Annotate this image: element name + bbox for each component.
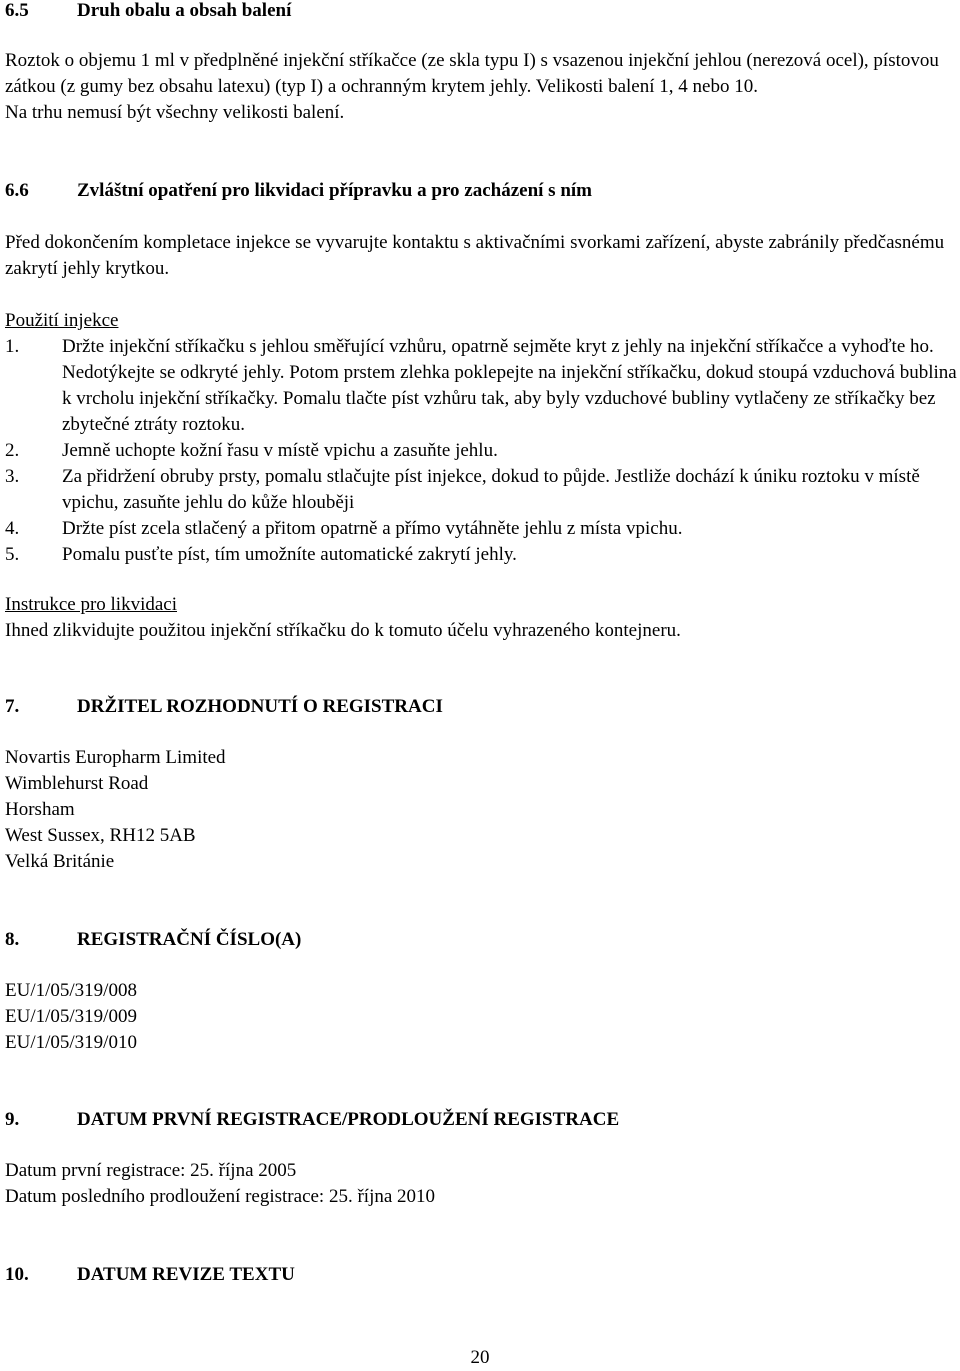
list-item	[5, 464, 960, 516]
handling-precaution: Před dokončením kompletace injekce se vyvarujte kontaktu s aktivačními svorkami zařízení, abyste zabránily předčasnému zakrytí jehly krytkou.	[5, 232, 945, 279]
section-8-heading	[5, 927, 960, 953]
registration-number: EU/1/05/319/010	[5, 1032, 137, 1053]
step-text: Za přidržení obruby prsty, pomalu stlačujte píst injekce, dokud to půjde. Jestliže dochází k úniku roztoku v místě vpichu, zasuňte jehlu do kůže hlouběji	[62, 466, 920, 513]
section-title: DATUM PRVNÍ REGISTRACE/PRODLOUŽENÍ REGISTRACE	[77, 1109, 620, 1130]
page-number: 20	[470, 1347, 490, 1368]
section-number: 6.6	[5, 180, 29, 201]
step-number: 2.	[5, 440, 20, 461]
renewal-date: Datum posledního prodloužení registrace: 25. října 2010	[5, 1186, 436, 1207]
section-9-heading	[5, 1107, 960, 1133]
step-text: Držte píst zcela stlačený a přitom opatrně a přímo vytáhněte jehlu z místa vpichu.	[62, 518, 683, 539]
step-number: 4.	[5, 518, 20, 539]
section-number: 9.	[5, 1109, 20, 1130]
step-number: 5.	[5, 544, 20, 565]
registration-number: EU/1/05/319/009	[5, 1006, 137, 1027]
list-item	[5, 334, 960, 438]
section-7-heading	[5, 694, 960, 720]
address-line: Velká Británie	[5, 851, 115, 872]
section-6-6-heading	[5, 178, 960, 204]
pack-sizes-note: Na trhu nemusí být všechny velikosti balení.	[5, 102, 345, 123]
registration-numbers	[5, 978, 960, 1056]
address-line: Novartis Europharm Limited	[5, 747, 226, 768]
first-registration-date: Datum první registrace: 25. října 2005	[5, 1160, 297, 1181]
step-number: 3.	[5, 466, 20, 487]
use-heading: Použití injekce	[5, 310, 119, 331]
section-title: DRŽITEL ROZHODNUTÍ O REGISTRACI	[77, 696, 443, 717]
section-10-heading	[5, 1262, 960, 1288]
holder-address	[5, 745, 960, 875]
section-number: 6.5	[5, 0, 29, 21]
registration-number: EU/1/05/319/008	[5, 980, 137, 1001]
disposal-text: Ihned zlikvidujte použitou injekční stříkačku do k tomuto účelu vyhrazeného kontejneru.	[5, 620, 681, 641]
list-item	[5, 542, 960, 568]
section-number: 8.	[5, 929, 20, 950]
address-line: Wimblehurst Road	[5, 773, 149, 794]
disposal-heading: Instrukce pro likvidaci	[5, 594, 178, 615]
section-number: 7.	[5, 696, 20, 717]
list-item	[5, 438, 960, 464]
section-title: DATUM REVIZE TEXTU	[77, 1264, 295, 1285]
packaging-description: Roztok o objemu 1 ml v předplněné injekční stříkačce (ze skla typu I) s vsazenou injekční jehlou (nerezová ocel), pístovou zátkou (z gumy bez obsahu latexu) (typ I) a ochranným krytem jehly. Velikosti balení 1, 4 nebo 10.	[5, 50, 939, 97]
address-line: Horsham	[5, 799, 75, 820]
section-title: REGISTRAČNÍ ČÍSLO(A)	[77, 929, 302, 950]
step-text: Pomalu pusťte píst, tím umožníte automatické zakrytí jehly.	[62, 544, 517, 565]
section-number: 10.	[5, 1264, 29, 1285]
injection-steps-list	[5, 334, 960, 568]
step-text: Jemně uchopte kožní řasu v místě vpichu a zasuňte jehlu.	[62, 440, 498, 461]
list-item	[5, 516, 960, 542]
section-title: Druh obalu a obsah balení	[77, 0, 292, 21]
step-text: Držte injekční stříkačku s jehlou směřující vzhůru, opatrně sejměte kryt z jehly na injekční stříkačce a vyhoďte ho. Nedotýkejte se odkryté jehly. Potom prstem zlehka poklepejte na injekční stříkačku, dokud stoupá vzduchová bublina k vrcholu injekční stříkačky. Pomalu tlačte píst vzhůru tak, aby byly vzduchové bubliny vytlačeny ze stříkačky bez zbytečné ztráty roztoku.	[62, 336, 957, 435]
address-line: West Sussex, RH12 5AB	[5, 825, 196, 846]
step-number: 1.	[5, 336, 20, 357]
section-title: Zvláštní opatření pro likvidaci přípravku a pro zacházení s ním	[77, 180, 592, 201]
section-6-5-heading	[5, 0, 960, 24]
